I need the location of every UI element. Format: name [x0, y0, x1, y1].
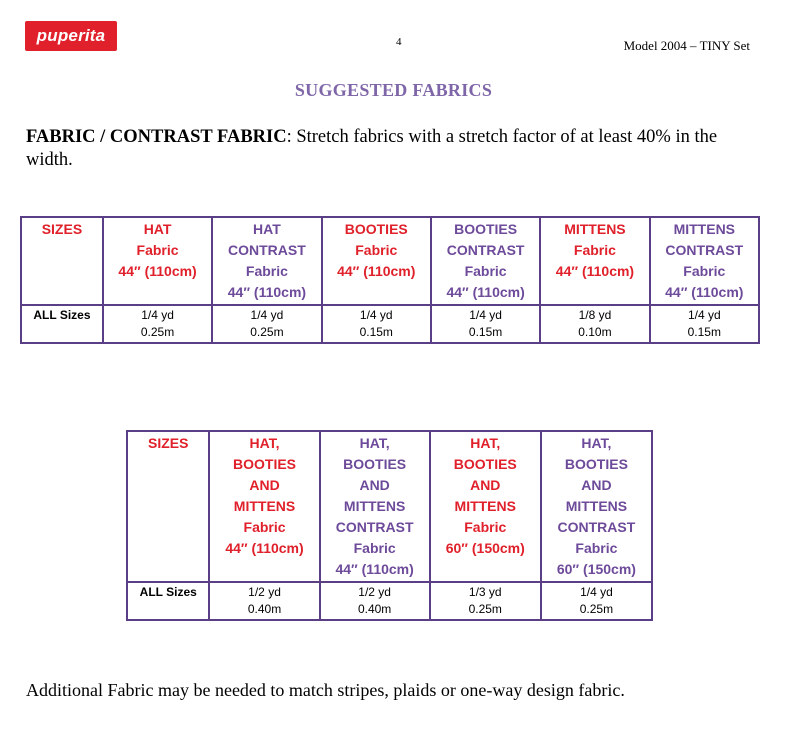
row-label-cell: ALL Sizes	[21, 305, 103, 343]
header-line: 44″ (110cm)	[555, 263, 635, 279]
header-line: 44″ (110cm)	[227, 284, 307, 300]
value-meters: 0.15m	[468, 325, 503, 339]
header-line: Fabric	[245, 263, 288, 279]
header-line: 44″ (110cm)	[335, 561, 414, 577]
fabric-table-combined	[126, 430, 653, 621]
header-line: MITTENS	[565, 498, 628, 514]
header-line: 44″ (110cm)	[225, 540, 304, 556]
header-line: MITTENS	[564, 221, 626, 237]
header-line: MITTENS	[233, 498, 296, 514]
header-line: Fabric	[243, 519, 286, 535]
header-line: Fabric	[573, 242, 616, 258]
header-line: BOOTIES	[343, 456, 407, 472]
row-label-cell: ALL Sizes	[127, 582, 209, 620]
header-line: CONTRAST	[446, 242, 525, 258]
column-header-cell	[540, 217, 649, 305]
header-line: 60″ (150cm)	[556, 561, 636, 577]
value-yards: 1/4 yd	[580, 585, 613, 599]
page-number: 4	[396, 36, 402, 48]
header-line: HAT	[253, 221, 281, 237]
header-line: BOOTIES	[344, 221, 408, 237]
fabric-table-single-pieces	[20, 216, 760, 344]
header-line: BOOTIES	[564, 456, 628, 472]
table-row	[127, 582, 652, 620]
header-line: CONTRAST	[665, 242, 744, 258]
value-cell	[103, 305, 212, 343]
header-line: AND	[249, 477, 280, 493]
value-meters: 0.25m	[579, 602, 614, 616]
value-meters: 0.40m	[247, 602, 282, 616]
header-line: MITTENS	[454, 498, 516, 514]
value-meters: 0.10m	[578, 325, 612, 339]
value-meters: 0.15m	[359, 325, 393, 339]
value-meters: 0.40m	[357, 602, 392, 616]
value-yards: 1/4 yd	[687, 308, 721, 322]
model-title: Model 2004 – TINY Set	[623, 38, 750, 53]
header-line: 44″ (110cm)	[118, 263, 197, 279]
header-line: 44″ (110cm)	[337, 263, 416, 279]
value-yards: 1/3 yd	[468, 585, 502, 599]
header-line: Fabric	[136, 242, 179, 258]
table-header-row	[127, 431, 652, 582]
column-header-cell	[541, 431, 652, 582]
intro-text: : Stretch fabrics with a stretch factor of at least 40% in the width.	[26, 127, 718, 170]
value-cell	[650, 305, 759, 343]
header-line: Fabric	[355, 242, 398, 258]
table-row	[21, 305, 759, 343]
header-line: SIZES	[41, 221, 83, 237]
header-line: Fabric	[353, 540, 396, 556]
header-line: 60″ (150cm)	[445, 540, 525, 556]
header-line: CONTRAST	[557, 519, 636, 535]
header-line: HAT,	[359, 435, 390, 451]
column-header-cell	[212, 217, 321, 305]
value-yards: 1/4 yd	[359, 308, 393, 322]
header-line: BOOTIES	[453, 456, 517, 472]
header-line: SIZES	[148, 435, 189, 451]
value-cell	[212, 305, 321, 343]
value-yards: 1/4 yd	[141, 308, 174, 322]
column-header-cell	[209, 431, 319, 582]
header-line: CONTRAST	[335, 519, 414, 535]
footer-note: Additional Fabric may be needed to match stripes, plaids or one-way design fabric.	[26, 680, 625, 700]
value-yards: 1/4 yd	[250, 308, 284, 322]
header-line: HAT,	[470, 435, 501, 451]
value-cell	[322, 305, 431, 343]
value-cell	[320, 582, 430, 620]
column-header-cell	[430, 431, 541, 582]
brand-logo: puperita	[25, 21, 117, 51]
table-header-row	[21, 217, 759, 305]
header-line: HAT,	[581, 435, 612, 451]
value-cell	[430, 582, 541, 620]
value-cell	[541, 582, 652, 620]
value-cell	[209, 582, 319, 620]
section-title: SUGGESTED FABRICS	[294, 80, 493, 100]
header-line: 44″ (110cm)	[446, 284, 525, 300]
sizes-header-cell	[127, 431, 209, 582]
header-line: Fabric	[683, 263, 726, 279]
header-line: HAT,	[249, 435, 280, 451]
header-line: 44″ (110cm)	[665, 284, 744, 300]
value-meters: 0.25m	[468, 602, 502, 616]
value-yards: 1/8 yd	[578, 308, 612, 322]
sizes-header-cell	[21, 217, 103, 305]
header-line: MITTENS	[343, 498, 406, 514]
column-header-cell	[322, 217, 431, 305]
intro-label: FABRIC / CONTRAST FABRIC	[26, 127, 287, 147]
value-yards: 1/2 yd	[248, 585, 281, 599]
column-header-cell	[431, 217, 540, 305]
header-line: CONTRAST	[228, 242, 306, 258]
header-line: BOOTIES	[233, 456, 297, 472]
header-line: Fabric	[575, 540, 618, 556]
header-line: Fabric	[464, 263, 507, 279]
column-header-cell	[650, 217, 759, 305]
value-cell	[540, 305, 649, 343]
value-meters: 0.25m	[250, 325, 284, 339]
column-header-cell	[320, 431, 430, 582]
column-header-cell	[103, 217, 212, 305]
value-cell	[431, 305, 540, 343]
value-meters: 0.25m	[140, 325, 175, 339]
header-line: AND	[470, 477, 501, 493]
intro-paragraph	[26, 126, 761, 172]
header-line: Fabric	[464, 519, 507, 535]
header-line: MITTENS	[673, 221, 736, 237]
header-line: AND	[359, 477, 390, 493]
value-yards: 1/2 yd	[358, 585, 391, 599]
header-line: HAT	[143, 221, 172, 237]
value-yards: 1/4 yd	[469, 308, 502, 322]
header-line: AND	[581, 477, 612, 493]
value-meters: 0.15m	[687, 325, 721, 339]
header-line: BOOTIES	[454, 221, 518, 237]
